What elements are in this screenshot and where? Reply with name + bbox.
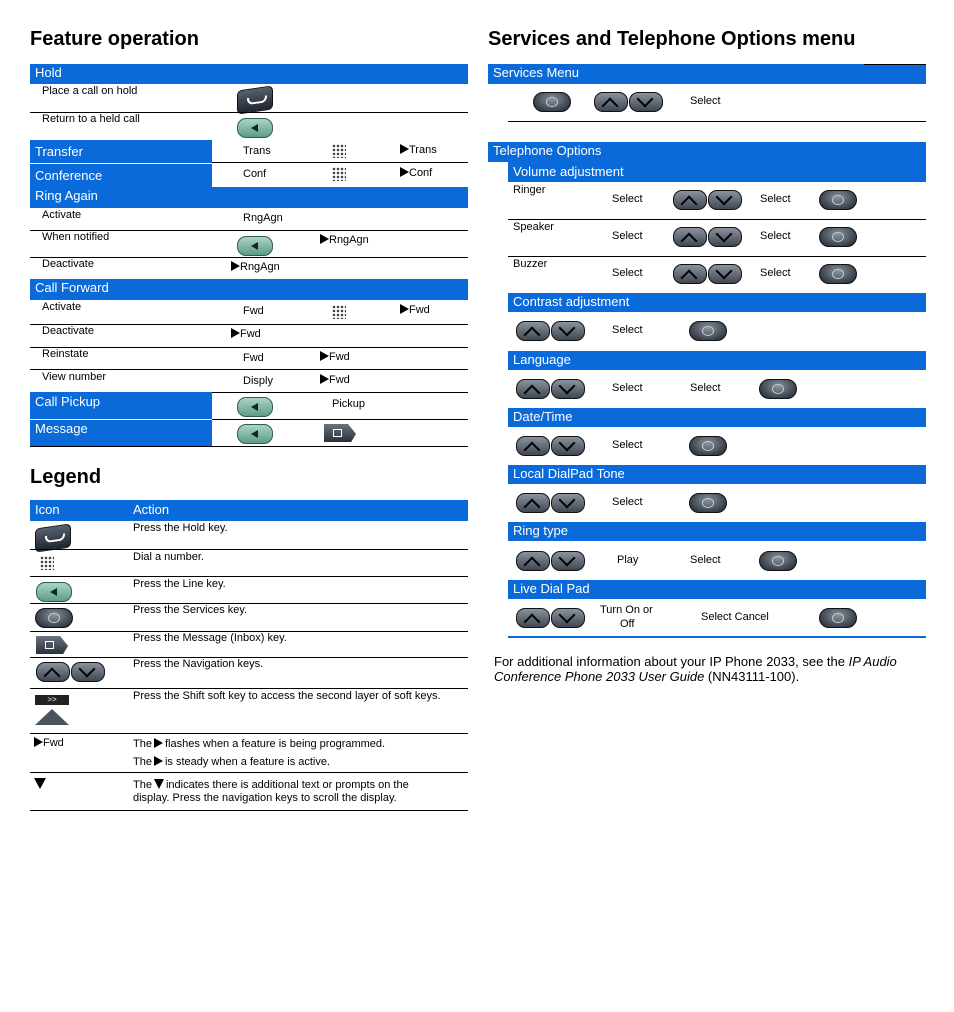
footer-post: (NN43111-100). [704, 669, 800, 684]
nav-down-icon [551, 608, 585, 628]
dialpad-icon [40, 556, 54, 570]
legend-title: Legend [30, 466, 102, 488]
divider [30, 369, 468, 370]
line-key-icon [237, 118, 273, 138]
callforward-deactivate: Deactivate [42, 325, 94, 337]
play-arrow-icon [34, 737, 43, 747]
divider [212, 419, 468, 420]
nav-down-icon [551, 493, 585, 513]
legend-col-icon: Icon [35, 502, 60, 517]
hold-header: Hold [30, 64, 468, 84]
ringagain-deactivate: Deactivate [42, 258, 94, 270]
divider [212, 392, 468, 393]
callforward-activate-prompt-text: Fwd [409, 304, 430, 316]
legend-row-line: Press the Line key. [133, 578, 226, 590]
legend-more-post: indicates there is additional text or prompts on the [165, 779, 409, 791]
play-arrow-icon [320, 234, 329, 244]
divider [30, 603, 468, 604]
nav-up-icon [673, 227, 707, 247]
callforward-view-prompt [320, 374, 350, 386]
language-header: Language [508, 351, 926, 370]
ringtype-select: Select [690, 554, 721, 566]
legend-row-services: Press the Services key. [133, 604, 248, 616]
legend-fwd-icon-text: Fwd [43, 737, 64, 749]
divider [212, 162, 468, 163]
play-arrow-icon [320, 351, 329, 361]
transfer-prompt [400, 144, 437, 156]
divider [30, 688, 468, 689]
dialpad-icon [332, 305, 346, 319]
divider [30, 549, 468, 550]
nav-down-icon [708, 264, 742, 284]
conference-label: Conference [30, 164, 212, 187]
volume-ringer-select-b: Select [760, 193, 791, 205]
livedial-select-cancel: Select Cancel [701, 611, 769, 623]
services-key-icon [819, 608, 857, 628]
nav-down-icon [629, 92, 663, 112]
nav-down-icon [708, 227, 742, 247]
line-key-icon [237, 236, 273, 256]
message-key-icon [324, 424, 356, 442]
legend-fwd-icon [34, 737, 64, 749]
language-select-a: Select [612, 382, 643, 394]
nav-up-icon [36, 662, 70, 682]
services-key-icon [689, 321, 727, 341]
nav-down-icon [551, 551, 585, 571]
nav-up-icon [516, 608, 550, 628]
ringagain-header: Ring Again [30, 187, 468, 208]
nav-down-icon [708, 190, 742, 210]
footer-paragraph [494, 654, 934, 684]
divider [30, 347, 468, 348]
legend-col-action: Action [133, 502, 170, 517]
nav-down-icon [551, 436, 585, 456]
datetime-select: Select [612, 439, 643, 451]
divider [30, 257, 468, 258]
callforward-deactivate-prompt [231, 328, 261, 340]
legend-row-dial: Dial a number. [133, 551, 204, 563]
play-arrow-icon [154, 756, 163, 766]
legend-header [30, 500, 468, 521]
nav-up-icon [594, 92, 628, 112]
legend-row-navigation: Press the Navigation keys. [133, 658, 264, 670]
services-key-icon [35, 608, 73, 628]
nav-down-icon [551, 321, 585, 341]
ringtype-play: Play [617, 554, 639, 566]
nav-down-icon [71, 662, 105, 682]
livedial-turn-on-off-line1: Turn On or [600, 604, 653, 616]
nav-up-icon [673, 190, 707, 210]
message-label: Message [30, 420, 212, 446]
conference-prompt-text: Conf [409, 167, 433, 179]
services-key-icon [689, 493, 727, 513]
volume-speaker-label: Speaker [513, 221, 554, 233]
volume-ringer-label: Ringer [513, 184, 546, 196]
callforward-reinstate-prompt [320, 351, 350, 363]
divider [508, 219, 926, 220]
dialpad-icon [332, 144, 346, 158]
callforward-header: Call Forward [30, 279, 468, 300]
callforward-reinstate-softkey: Fwd [243, 352, 264, 364]
conference-softkey: Conf [243, 168, 267, 180]
ringagain-deactivate-prompt-text: RngAgn [240, 261, 280, 273]
hold-place-label: Place a call on hold [42, 85, 138, 97]
callforward-activate: Activate [42, 301, 82, 313]
play-arrow-icon [400, 144, 409, 154]
language-select-b: Select [690, 382, 721, 394]
divider [30, 810, 468, 811]
divider [30, 446, 468, 447]
footer-guide-title-2: Conference Phone 2033 User Guide [494, 669, 705, 684]
services-menu-select: Select [690, 95, 721, 107]
services-key-icon [819, 227, 857, 247]
play-arrow-icon [320, 374, 329, 384]
divider [864, 64, 926, 65]
divider [30, 324, 468, 325]
livedial-header: Live Dial Pad [508, 580, 926, 599]
play-arrow-icon [400, 304, 409, 314]
legend-row-message: Press the Message (Inbox) key. [133, 632, 287, 644]
nav-up-icon [673, 264, 707, 284]
callforward-reinstate: Reinstate [42, 348, 89, 360]
volume-buzzer-label: Buzzer [513, 258, 548, 270]
line-key-icon [237, 397, 273, 417]
transfer-softkey: Trans [243, 145, 271, 157]
ringagain-notified-prompt [320, 234, 369, 246]
hold-return-label: Return to a held call [42, 113, 140, 125]
legend-more-line2: display. Press the navigation keys to scroll the display. [133, 792, 397, 804]
transfer-prompt-text: Trans [409, 144, 437, 156]
feature-operation-title: Feature operation [30, 28, 199, 50]
contrast-header: Contrast adjustment [508, 293, 926, 312]
callforward-deactivate-prompt-text: Fwd [240, 328, 261, 340]
dialpad-icon [332, 167, 346, 181]
message-key-icon [36, 636, 68, 654]
ringagain-notified-prompt-text: RngAgn [329, 234, 369, 246]
legend-row-hold: Press the Hold key. [133, 522, 228, 534]
callforward-reinstate-prompt-text: Fwd [329, 351, 350, 363]
livedial-turn-on-off-line2: Off [620, 618, 635, 630]
conference-prompt [400, 167, 432, 179]
nav-up-icon [516, 321, 550, 341]
divider [508, 121, 926, 122]
volume-header: Volume adjustment [508, 162, 926, 182]
play-arrow-icon [400, 167, 409, 177]
divider [30, 733, 468, 734]
nav-up-icon [516, 493, 550, 513]
services-title: Services and Telephone Options menu [488, 28, 856, 50]
legend-flash-text [133, 738, 385, 750]
pickup-label: Call Pickup [30, 392, 212, 419]
callforward-view: View number [42, 371, 106, 383]
line-key-icon [237, 424, 273, 444]
legend-more-text [133, 779, 409, 791]
shift-softkey-icon: >> [35, 695, 69, 705]
ringagain-activate: Activate [42, 209, 82, 221]
divider [508, 256, 926, 257]
datetime-header: Date/Time [508, 408, 926, 427]
ringagain-deactivate-prompt [231, 261, 280, 273]
volume-buzzer-select-a: Select [612, 267, 643, 279]
services-key-icon [759, 551, 797, 571]
callforward-view-prompt-text: Fwd [329, 374, 350, 386]
transfer-label: Transfer [30, 140, 212, 163]
services-key-icon [689, 436, 727, 456]
nav-up-icon [516, 379, 550, 399]
hold-key-icon [237, 85, 273, 114]
contrast-select: Select [612, 324, 643, 336]
services-key-icon [819, 264, 857, 284]
divider [30, 576, 468, 577]
services-menu-header: Services Menu [488, 64, 926, 84]
line-key-icon [36, 582, 72, 602]
legend-steady-pre: The [133, 756, 152, 768]
volume-speaker-select-b: Select [760, 230, 791, 242]
shift-arrow-icon [35, 709, 69, 725]
callforward-view-softkey: Disply [243, 375, 273, 387]
play-arrow-icon [154, 738, 163, 748]
callforward-activate-prompt [400, 304, 430, 316]
scroll-down-triangle-icon [34, 778, 46, 789]
legend-more-pre: The [133, 779, 152, 791]
footer-pre: For additional information about your IP Phone 2033, see the [494, 654, 849, 669]
divider [30, 772, 468, 773]
telephone-options-header: Telephone Options [488, 142, 926, 162]
pickup-softkey: Pickup [332, 398, 366, 410]
volume-ringer-select-a: Select [612, 193, 643, 205]
legend-steady-text [133, 756, 330, 768]
dialtone-header: Local DialPad Tone [508, 465, 926, 484]
legend-steady-post: is steady when a feature is active. [164, 756, 331, 768]
legend-flash-pre: The [133, 738, 152, 750]
ringagain-activate-softkey: RngAgn [243, 212, 283, 224]
legend-flash-post: flashes when a feature is being programmed. [164, 738, 386, 750]
divider [508, 636, 926, 638]
services-key-icon [819, 190, 857, 210]
scroll-down-triangle-icon [154, 779, 164, 789]
play-arrow-icon [231, 261, 240, 271]
legend-row-shift: Press the Shift soft key to access the second layer of soft keys. [133, 690, 441, 702]
volume-buzzer-select-b: Select [760, 267, 791, 279]
services-key-icon [759, 379, 797, 399]
play-arrow-icon [231, 328, 240, 338]
nav-up-icon [516, 551, 550, 571]
ringtype-header: Ring type [508, 522, 926, 541]
volume-speaker-select-a: Select [612, 230, 643, 242]
nav-up-icon [516, 436, 550, 456]
footer-guide-title-1: IP Audio [848, 654, 897, 669]
dialtone-select: Select [612, 496, 643, 508]
nav-down-icon [551, 379, 585, 399]
services-key-icon [533, 92, 571, 112]
ringagain-notified: When notified [42, 231, 110, 243]
callforward-activate-softkey: Fwd [243, 305, 264, 317]
